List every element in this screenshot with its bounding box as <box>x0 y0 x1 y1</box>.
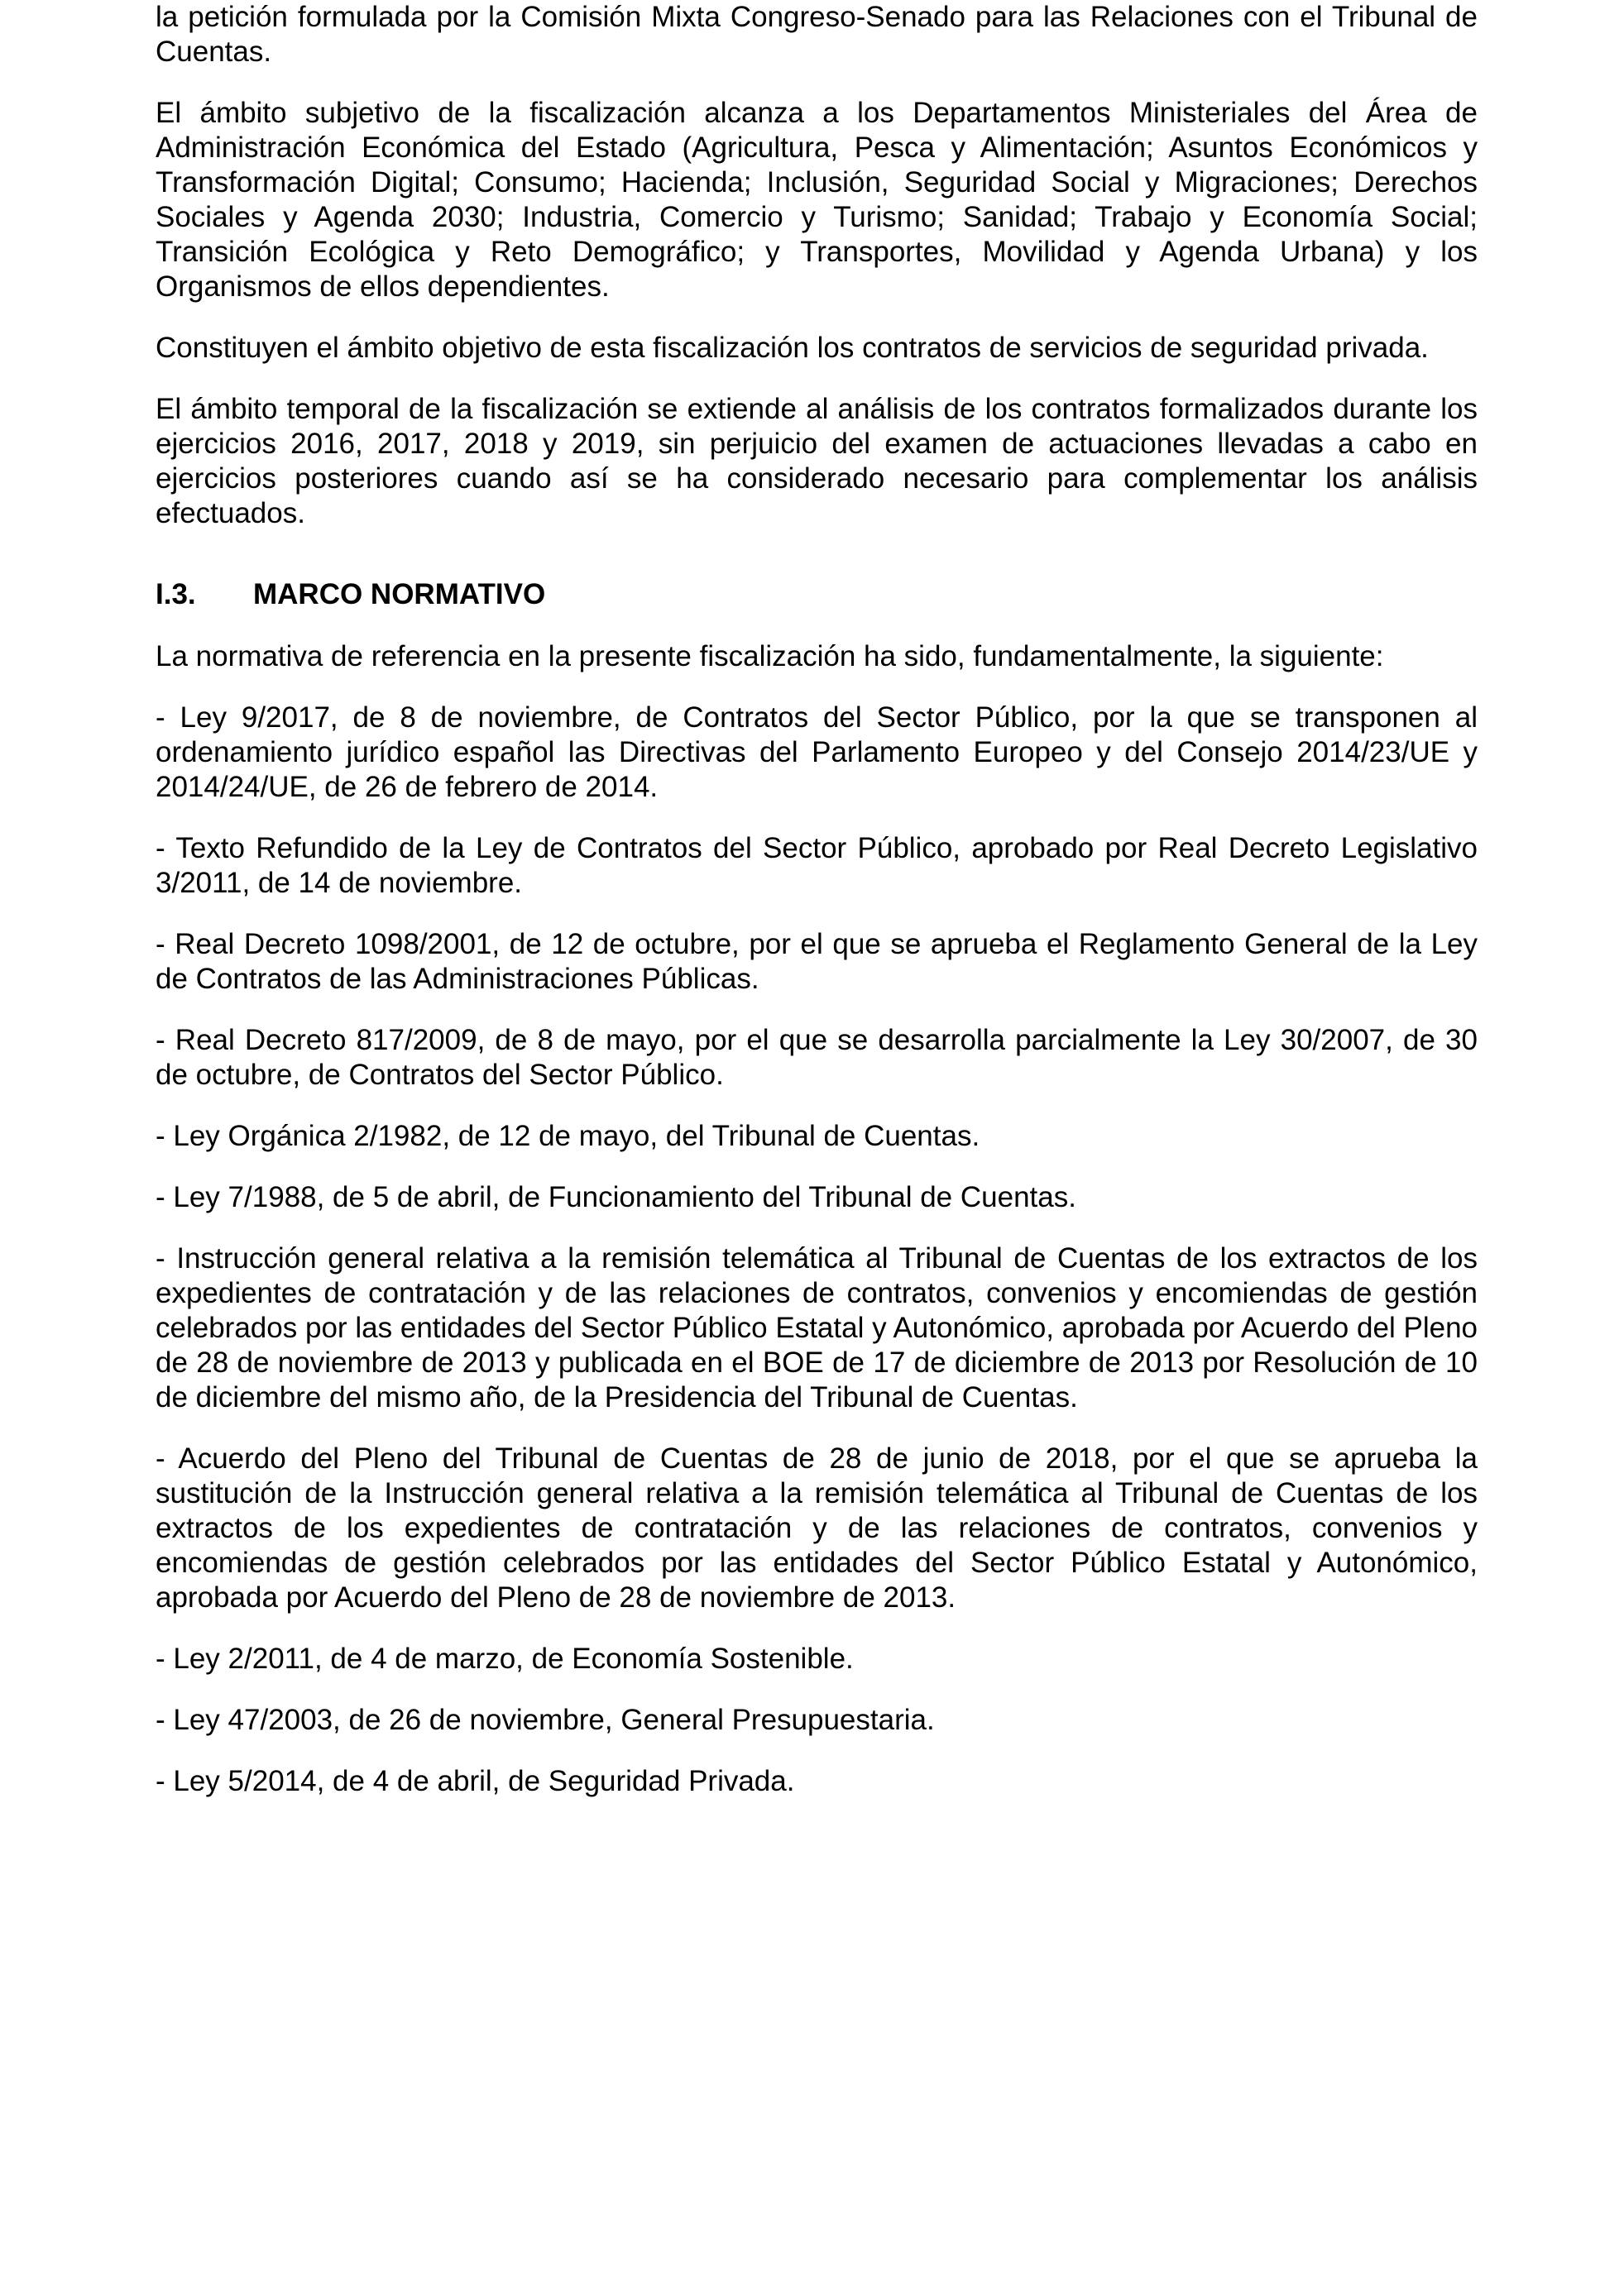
norm-item-ley-7-1988: - Ley 7/1988, de 5 de abril, de Funcionamiento del Tribunal de Cuentas. <box>156 1181 1076 1213</box>
norm-item-ley-5-2014: - Ley 5/2014, de 4 de abril, de Seguridad Privada. <box>156 1765 795 1797</box>
norm-item-ley-9-2017: - Ley 9/2017, de 8 de noviembre, de Contratos del Sector Público, por la que se transponen al ordenamiento jurídico español las Directivas del Parlamento Europeo y del Consejo 2014/23/UE y 2014/24/UE, de 26 de febrero de 2014. <box>156 701 1478 803</box>
norm-item-lo-2-1982: - Ley Orgánica 2/1982, de 12 de mayo, del Tribunal de Cuentas. <box>156 1120 980 1152</box>
intro-paragraph-subjective-scope: El ámbito subjetivo de la fiscalización alcanza a los Departamentos Ministeriales del Área de Administración Económica del Estado (Agricultura, Pesca y Alimentación; Asuntos Económicos y Transformación Digital; Consumo; Hacienda; Inclusión, Seguridad Social y Migraciones; Derechos Sociales y Agenda 2030; Industria, Comercio y Turismo; Sanidad; Trabajo y Economía Social; Transición Ecológica y Reto Demográfico; y Transportes, Movilidad y Agenda Urbana) y los Organismos de ellos dependientes. <box>156 97 1478 303</box>
intro-paragraph-request: la petición formulada por la Comisión Mixta Congreso-Senado para las Relaciones con el Tribunal de Cuentas. <box>156 1 1478 68</box>
norm-item-ley-2-2011: - Ley 2/2011, de 4 de marzo, de Economía Sostenible. <box>156 1643 854 1675</box>
norm-item-rd-1098-2001: - Real Decreto 1098/2001, de 12 de octubre, por el que se aprueba el Reglamento General de la Ley de Contratos de las Administraciones Públicas. <box>156 928 1478 995</box>
norm-item-rd-817-2009: - Real Decreto 817/2009, de 8 de mayo, por el que se desarrolla parcialmente la Ley 30/2007, de 30 de octubre, de Contratos del Sector Público. <box>156 1024 1478 1091</box>
section-title: MARCO NORMATIVO <box>253 578 546 610</box>
norm-item-acuerdo-pleno-2018: - Acuerdo del Pleno del Tribunal de Cuentas de 28 de junio de 2018, por el que se aprueba la sustitución de la Instrucción general relativa a la remisión telemática al Tribunal de Cuentas de los extractos de los expedientes de contratación y de las relaciones de contratos, convenios y encomiendas de gestión celebrados por las entidades del Sector Público Estatal y Autonómico, aprobada por Acuerdo del Pleno de 28 de noviembre de 2013. <box>156 1442 1478 1614</box>
norm-item-instruccion-general: - Instrucción general relativa a la remisión telemática al Tribunal de Cuentas de los extractos de los expedientes de contratación y de las relaciones de contratos, convenios y encomiendas de gestión celebrados por las entidades del Sector Público Estatal y Autonómico, aprobada por Acuerdo del Pleno de 28 de noviembre de 2013 y publicada en el BOE de 17 de diciembre de 2013 por Resolución de 10 de diciembre del mismo año, de la Presidencia del Tribunal de Cuentas. <box>156 1242 1478 1413</box>
intro-paragraph-temporal-scope: El ámbito temporal de la fiscalización se extiende al análisis de los contratos formalizados durante los ejercicios 2016, 2017, 2018 y 2019, sin perjuicio del examen de actuaciones llevadas a cabo en ejercicios posteriores cuando así se ha considerado necesario para complementar los análisis efectuados. <box>156 393 1478 529</box>
section-heading <box>156 577 1478 612</box>
section-number: I.3. <box>156 578 196 610</box>
norm-item-texto-refundido: - Texto Refundido de la Ley de Contratos del Sector Público, aprobado por Real Decreto Legislativo 3/2011, de 14 de noviembre. <box>156 832 1478 899</box>
section-intro: La normativa de referencia en la presente fiscalización ha sido, fundamentalmente, la siguiente: <box>156 640 1384 672</box>
intro-paragraph-objective-scope: Constituyen el ámbito objetivo de esta fiscalización los contratos de servicios de seguridad privada. <box>156 332 1429 364</box>
norm-item-ley-47-2003: - Ley 47/2003, de 26 de noviembre, General Presupuestaria. <box>156 1704 935 1736</box>
document-page <box>156 0 1478 1825</box>
